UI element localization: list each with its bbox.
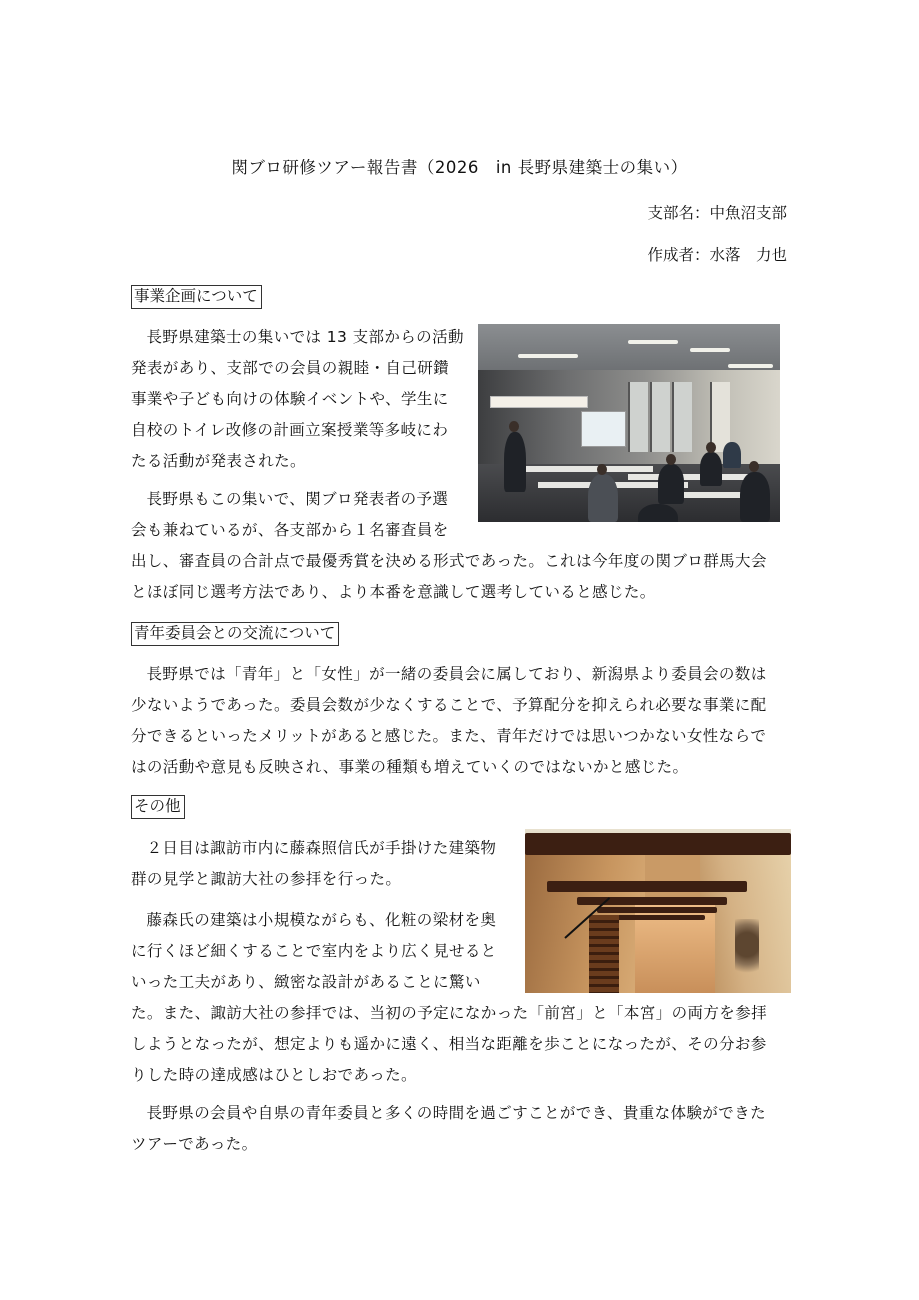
text-line: 事業や子ども向けの体験イベントや、学生に	[131, 390, 449, 408]
text-line: 長野県もこの集いで、関ブロ発表者の予選	[146, 490, 449, 508]
text-line: ツアーであった。	[131, 1135, 258, 1153]
text-line: たる活動が発表された。	[131, 452, 306, 470]
text-line: 分できるといったメリットがあると感じた。また、青年だけでは思いつかない女性ならで	[131, 727, 767, 745]
paragraph-activities	[131, 322, 471, 477]
text-line: ２日目は諏訪市内に藤森照信氏が手掛けた建築物	[146, 839, 497, 857]
section-heading-business-planning: 事業企画について	[131, 285, 262, 309]
text-line: 長野県では「青年」と「女性」が一緒の委員会に属しており、新潟県より委員会の数は	[146, 665, 767, 683]
text-line: はの活動や意見も反映され、事業の種類も増えていくのではないかと感じた。	[131, 758, 689, 776]
text-line: 自校のトイレ改修の計画立案授業等多岐にわ	[131, 421, 449, 439]
author-name: 作成者：水落 力也	[647, 246, 787, 264]
text-line: 少ないようであった。委員会数が少なくすることで、予算配分を抑えられ必要な事業に配	[131, 696, 767, 714]
text-line: しようとなったが、想定よりも遥かに遠く、相当な距離を歩ことになったが、その分お参	[131, 1035, 767, 1053]
text-line: いった工夫があり、緻密な設計があることに驚い	[131, 973, 481, 991]
section-heading-other: その他	[131, 795, 185, 819]
text-line: とほぼ同じ選考方法であり、より本番を意識して選考していると感じた。	[131, 583, 656, 601]
paragraph-youth-committee	[131, 659, 791, 783]
text-line: 発表があり、支部での会員の親睦・自己研鑽	[131, 359, 450, 377]
text-line: りした時の達成感はひとしおであった。	[131, 1066, 417, 1084]
seminar-room-photo	[478, 324, 780, 522]
paragraph-day-two	[131, 833, 511, 895]
text-line: 藤森氏の建築は小規模ながらも、化粧の梁材を奥	[146, 911, 497, 929]
text-line: 出し、審査員の合計点で最優秀賞を決める形式であった。これは今年度の関ブロ群馬大会	[131, 552, 767, 570]
branch-name: 支部名：中魚沼支部	[647, 204, 787, 222]
text-line: 会も兼ねているが、各支部から１名審査員を	[131, 521, 449, 539]
text-line: 群の見学と諏訪大社の参拝を行った。	[131, 870, 402, 888]
paragraph-conclusion	[131, 1098, 791, 1160]
text-line: 長野県の会員や自県の青年委員と多くの時間を過ごすことができ、貴重な体験ができた	[146, 1104, 766, 1122]
fujimori-interior-photo	[525, 829, 791, 993]
text-line: 長野県建築士の集いでは 13 支部からの活動	[146, 328, 464, 346]
document-title: 関ブロ研修ツアー報告書（2026 in 長野県建築士の集い）	[231, 158, 688, 177]
section-heading-youth-committee: 青年委員会との交流について	[131, 622, 339, 646]
text-line: に行くほど細くすることで室内をより広く見せると	[131, 942, 497, 960]
text-line: た。また、諏訪大社の参拝では、当初の予定になかった「前宮」と「本宮」の両方を参拝	[131, 1004, 768, 1022]
